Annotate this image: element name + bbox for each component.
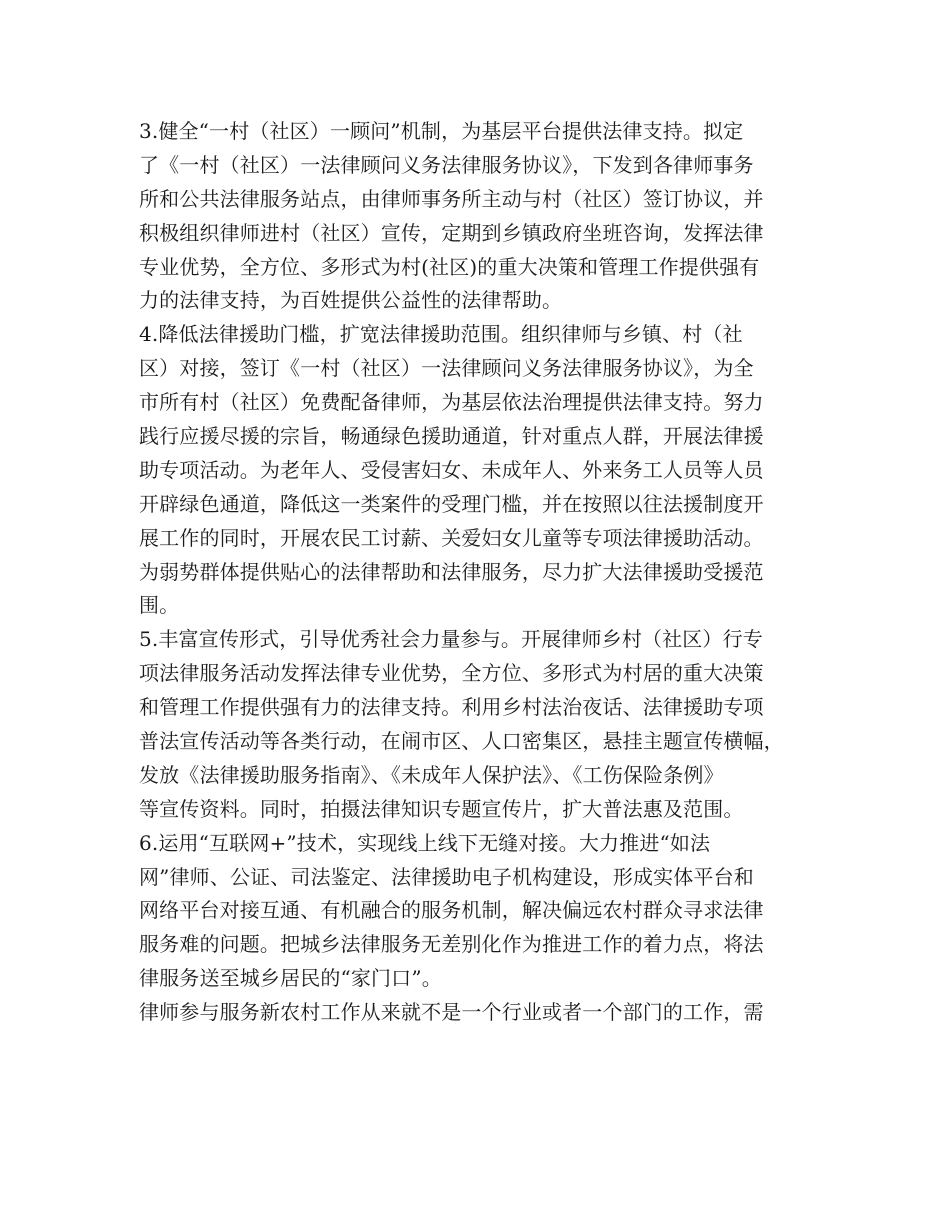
text-line: 力的法律支持，为百姓提供公益性的法律帮助。 (139, 288, 563, 313)
text-line: 和管理工作提供强有力的法律支持。利用乡村法治夜话、法律援助专项 (139, 695, 764, 720)
text-line: 围。 (139, 593, 180, 618)
text-line: 6.运用“互联网+”技术，实现线上线下无缝对接。大力推进“如法 (139, 830, 711, 855)
text-line: 助专项活动。为老年人、受侵害妇女、未成年人、外来务工人员等人员 (139, 457, 764, 482)
text-line: 服务难的问题。把城乡法律服务无差别化作为推进工作的着力点，将法 (139, 932, 764, 957)
text-line: 市所有村（社区）免费配备律师，为基层依法治理提供法律支持。努力 (139, 390, 764, 415)
text-line: 专业优势，全方位、多形式为村(社区)的重大决策和管理工作提供强有 (139, 254, 760, 279)
text-line: 律师参与服务新农村工作从来就不是一个行业或者一个部门的工作，需 (139, 1000, 764, 1025)
text-line: 区）对接，签订《一村（社区）一法律顾问义务法律服务协议》，为全 (139, 356, 754, 381)
text-line: 4.降低法律援助门槛，扩宽法律援助范围。组织律师与乡镇、村（社 (139, 322, 743, 347)
document-body (139, 115, 819, 1030)
text-line: 积极组织律师进村（社区）宣传，定期到乡镇政府坐班咨询，发挥法律 (139, 220, 764, 245)
text-line: 开辟绿色通道，降低这一类案件的受理门槛，并在按照以往法援制度开 (139, 491, 764, 516)
text-line: 律服务送至城乡居民的“家门口”。 (139, 966, 442, 991)
text-line: 践行应援尽援的宗旨，畅通绿色援助通道，针对重点人群，开展法律援 (139, 424, 764, 449)
text-line: 为弱势群体提供贴心的法律帮助和法律服务，尽力扩大法律援助受援范 (139, 559, 764, 584)
text-line: 展工作的同时，开展农民工讨薪、关爱妇女儿童等专项法律援助活动。 (139, 525, 764, 550)
text-line: 网络平台对接互通、有机融合的服务机制，解决偏远农村群众寻求法律 (139, 898, 764, 923)
text-line: 3.健全“一村（社区）一顾问”机制，为基层平台提供法律支持。拟定 (139, 119, 744, 143)
text-line: 所和公共法律服务站点，由律师事务所主动与村（社区）签订协议，并 (139, 186, 764, 211)
text-line: 等宣传资料。同时，拍摄法律知识专题宣传片，扩大普法惠及范围。 (139, 796, 744, 821)
text-line: 项法律服务活动发挥法律专业优势，全方位、多形式为村居的重大决策 (139, 661, 764, 686)
text-line: 网”律师、公证、司法鉴定、法律援助电子机构建设，形成实体平台和 (139, 864, 754, 889)
text-line: 了《一村（社区）一法律顾问义务法律服务协议》，下发到各律师事务 (139, 152, 754, 177)
text-line: 发放《法律援助服务指南》、《未成年人保护法》、《工伤保险条例》 (139, 762, 724, 787)
text-line: 普法宣传活动等各类行动，在闹市区、人口密集区，悬挂主题宣传横幅， (139, 729, 784, 754)
text-line: 5.丰富宣传形式，引导优秀社会力量参与。开展律师乡村（社区）行专 (139, 627, 763, 652)
